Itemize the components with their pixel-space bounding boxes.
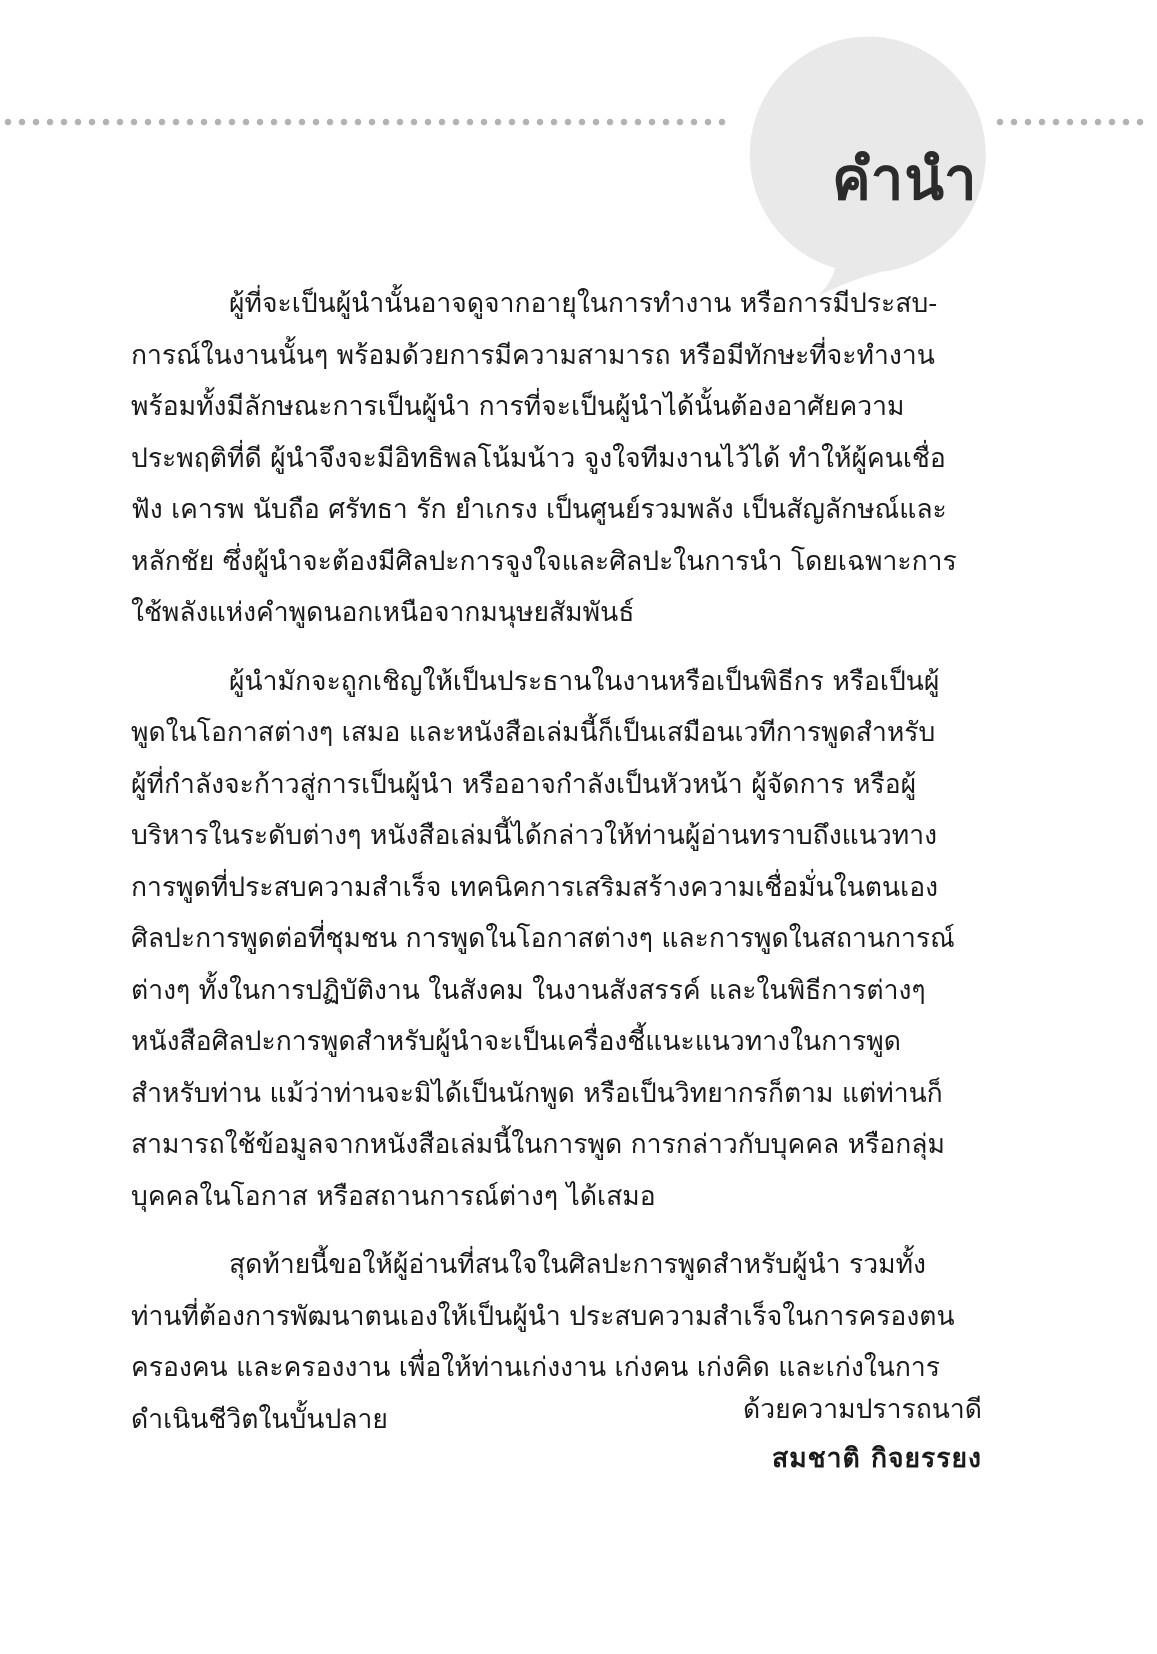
dot (61, 119, 68, 126)
dot (313, 119, 320, 126)
dot (495, 119, 502, 126)
text-line: การณ์ในงานนั้นๆ พร้อมด้วยการมีความสามารถ หรือมีทักษะที่จะทำงาน (131, 339, 935, 371)
dot (537, 119, 544, 126)
dot (481, 119, 488, 126)
dot (117, 119, 124, 126)
dot (593, 119, 600, 126)
dot (551, 119, 558, 126)
dot (1011, 119, 1018, 126)
dot (997, 119, 1004, 126)
dot (1137, 119, 1144, 126)
dot (663, 119, 670, 126)
dot (719, 119, 726, 126)
text-line: พูดในโอกาสต่างๆ เสมอ และหนังสือเล่มนี้ก็เป็นเสมือนเวทีการพูดสำหรับ (131, 717, 936, 748)
dot (1109, 119, 1116, 126)
text-line: ท่านที่ต้องการพัฒนาตนเองให้เป็นผู้นำ ประสบความสำเร็จในการครองตน (131, 1300, 955, 1332)
text-line: ศิลปะการพูดต่อที่ชุมชน การพูดในโอกาสต่างๆ และการพูดในสถานการณ์ (131, 923, 955, 954)
text-line: หนังสือศิลปะการพูดสำหรับผู้นำจะเป็นเครื่องชี้แนะแนวทางในการพูด (131, 1026, 901, 1057)
dot (439, 119, 446, 126)
text-line: ฟัง เคารพ นับถือ ศรัทธา รัก ยำเกรง เป็นศูนย์รวมพลัง เป็นสัญลักษณ์และ (131, 494, 947, 525)
dot (215, 119, 222, 126)
dot (411, 119, 418, 126)
dot (579, 119, 586, 126)
text-line: สุดท้ายนี้ขอให้ผู้อ่านที่สนใจในศิลปะการพูดสำหรับผู้นำ รวมทั้ง (229, 1249, 926, 1280)
signature-closing: ด้วยความปรารถนาดี (743, 1394, 982, 1425)
text-line: พร้อมทั้งมีลักษณะการเป็นผู้นำ การที่จะเป็นผู้นำได้นั้นต้องอาศัยความ (131, 391, 905, 422)
dot (5, 119, 12, 126)
dot (677, 119, 684, 126)
paragraph (131, 278, 1026, 639)
author-name: สมชาติ กิจยรรยง (772, 1443, 982, 1474)
dot (187, 119, 194, 126)
text-line: ใช้พลังแห่งคำพูดนอกเหนือจากมนุษยสัมพันธ์ (131, 597, 635, 628)
dot (327, 119, 334, 126)
dot (19, 119, 26, 126)
dot (1025, 119, 1032, 126)
dot (271, 119, 278, 126)
dot (341, 119, 348, 126)
dot (159, 119, 166, 126)
dot (383, 119, 390, 126)
dot (1053, 119, 1060, 126)
dotted-rule-right (997, 119, 1144, 126)
dot (509, 119, 516, 126)
dot (299, 119, 306, 126)
dot (691, 119, 698, 126)
dot (229, 119, 236, 126)
dot (257, 119, 264, 126)
text-line: ผู้ที่จะเป็นผู้นำนั้นอาจดูจากอายุในการทำงาน หรือการมีประสบ- (229, 288, 938, 319)
dot (75, 119, 82, 126)
text-line: ประพฤติที่ดี ผู้นำจึงจะมีอิทธิพลโน้มน้าว จูงใจทีมงานไว้ได้ ทำให้ผู้คนเชื่อ (131, 442, 946, 474)
dot (397, 119, 404, 126)
text-line: สามารถใช้ข้อมูลจากหนังสือเล่มนี้ในการพูด การกล่าวกับบุคคล หรือกลุ่ม (131, 1129, 945, 1160)
dotted-rule-left (5, 119, 726, 126)
dot (285, 119, 292, 126)
dot (705, 119, 712, 126)
dot (621, 119, 628, 126)
dot (173, 119, 180, 126)
text-line: ต่างๆ ทั้งในการปฏิบัติงาน ในสังคม ในงานสังสรรค์ และในพิธีการต่างๆ (131, 974, 926, 1006)
header-decoration (0, 0, 1157, 320)
dot (607, 119, 614, 126)
dot (131, 119, 138, 126)
text-line: สำหรับท่าน แม้ว่าท่านจะมิได้เป็นนักพูด หรือเป็นวิทยากรก็ตาม แต่ท่านก็ (131, 1077, 943, 1109)
paragraph-gap (131, 1222, 1026, 1239)
dot (1095, 119, 1102, 126)
paragraph-gap (131, 639, 1026, 656)
dot (635, 119, 642, 126)
text-line: ดำเนินชีวิตในบั้นปลาย (131, 1403, 388, 1435)
dot (355, 119, 362, 126)
dot (47, 119, 54, 126)
text-line: ผู้ที่กำลังจะก้าวสู่การเป็นผู้นำ หรืออาจกำลังเป็นหัวหน้า ผู้จัดการ หรือผู้ (131, 768, 917, 800)
page-title: คำนำ (832, 145, 978, 213)
dot (523, 119, 530, 126)
dot (1123, 119, 1130, 126)
text-line: บุคคลในโอกาส หรือสถานการณ์ต่างๆ ได้เสมอ (131, 1180, 656, 1212)
dot (103, 119, 110, 126)
dot (1039, 119, 1046, 126)
dot (1067, 119, 1074, 126)
dot (425, 119, 432, 126)
dot (467, 119, 474, 126)
text-line: ครองคน และครองงาน เพื่อให้ท่านเก่งงาน เก่งคน เก่งคิด และเก่งในการ (131, 1352, 941, 1383)
dot (453, 119, 460, 126)
dot (145, 119, 152, 126)
dot (243, 119, 250, 126)
dot (649, 119, 656, 126)
dot (89, 119, 96, 126)
dot (565, 119, 572, 126)
dot (1081, 119, 1088, 126)
foreword-body (131, 278, 1026, 1445)
paragraph (131, 656, 1026, 1223)
text-line: บริหารในระดับต่างๆ หนังสือเล่มนี้ได้กล่าวให้ท่านผู้อ่านทราบถึงแนวทาง (131, 820, 938, 851)
text-line: หลักชัย ซึ่งผู้นำจะต้องมีศิลปะการจูงใจและศิลปะในการนำ โดยเฉพาะการ (131, 545, 957, 577)
text-line: ผู้นำมักจะถูกเชิญให้เป็นประธานในงานหรือเป็นพิธีกร หรือเป็นผู้ (229, 665, 940, 697)
dot (201, 119, 208, 126)
text-line: การพูดที่ประสบความสำเร็จ เทคนิคการเสริมสร้างความเชื่อมั่นในตนเอง (131, 871, 939, 903)
dot (33, 119, 40, 126)
dot (369, 119, 376, 126)
